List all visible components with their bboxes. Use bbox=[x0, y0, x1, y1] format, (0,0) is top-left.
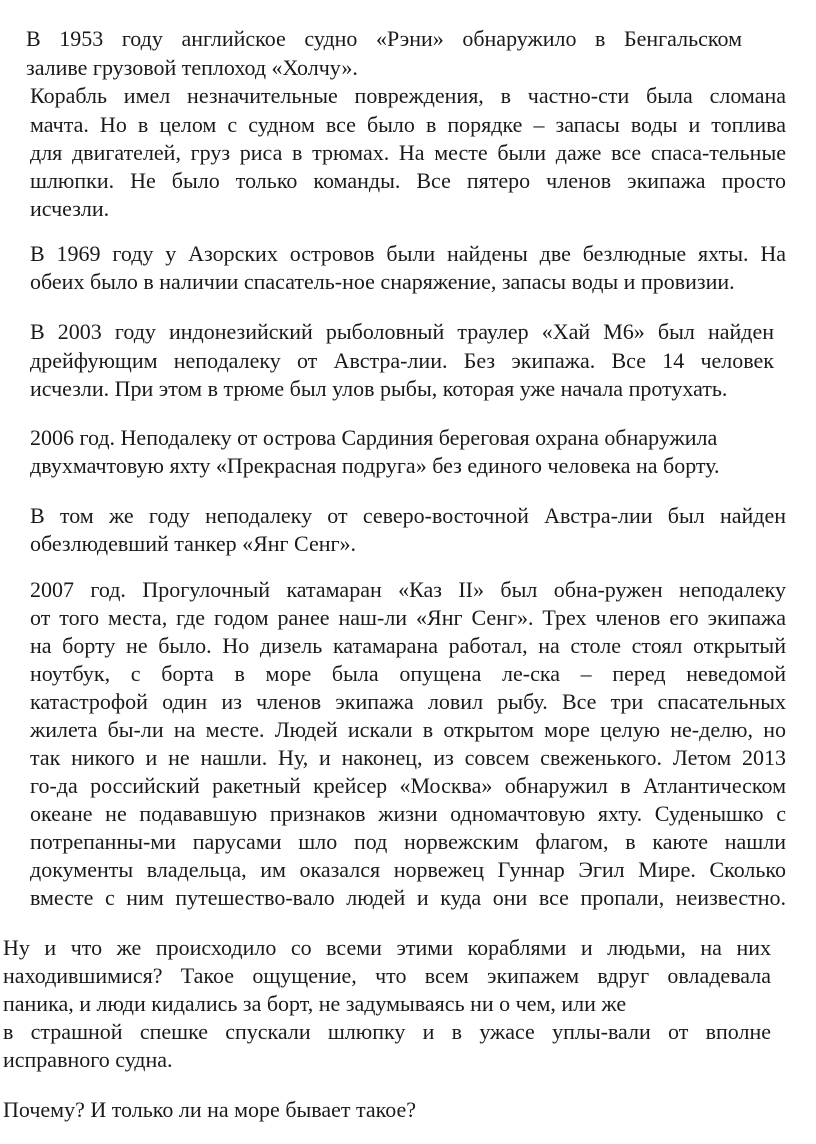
text-line: исчезли. При этом в трюме был улов рыбы, которая уже начала протухать. bbox=[30, 376, 728, 401]
text-line: шлюпки. Не было только команды. Все пятеро членов экипажа просто bbox=[30, 168, 786, 193]
text-line: для двигателей, груз риса в трюмах. На месте были даже все спаса-тельные bbox=[30, 140, 786, 165]
text-line: обезлюдевший танкер «Янг Сенг». bbox=[30, 531, 357, 556]
text-line: в страшной спешке спускали шлюпку и в ужасе уплы-вали от вполне bbox=[3, 1019, 771, 1044]
text-line: 2006 год. Неподалеку от острова Сардиния береговая охрана обнаружила bbox=[30, 425, 718, 450]
text-line: катастрофой один из членов экипажа ловил рыбу. Все три спасательных bbox=[30, 689, 786, 714]
text-line: 2007 год. Прогулочный катамаран «Каз II» был обна-ружен неподалеку bbox=[30, 577, 786, 602]
text-line: потрепанны-ми парусами шло под норвежским флагом, в каюте нашли bbox=[30, 829, 786, 854]
text-line: В 2003 году индонезийский рыболовный траулер «Хай М6» был найден bbox=[30, 319, 774, 344]
text-line: от того места, где годом ранее наш-ли «Янг Сенг». Трех членов его экипажа bbox=[30, 605, 786, 630]
text-line: находившимися? Такое ощущение, что всем экипажем вдруг овладевала bbox=[3, 963, 771, 988]
text-line: ноутбук, с борта в море была опущена ле-ска – перед неведомой bbox=[30, 661, 786, 686]
text-line: на борту не было. Но дизель катамарана работал, на столе стоял открытый bbox=[30, 633, 786, 658]
text-line: Корабль имел незначительные повреждения, в частно-сти была сломана bbox=[30, 83, 786, 108]
text-line: так никого и не нашли. Ну, и наконец, из совсем свеженького. Летом 2013 bbox=[30, 745, 786, 770]
text-line: дрейфующим неподалеку от Австра-лии. Без экипажа. Все 14 человек bbox=[30, 348, 774, 373]
text-line: вместе с ним путешество-вало людей и куда они все пропали, неизвестно. bbox=[30, 885, 786, 910]
text-line: океане не подававшую признаков жизни одномачтовую яхту. Суденышко с bbox=[30, 801, 786, 826]
text-line: Ну и что же происходило со всеми этими кораблями и людьми, на них bbox=[3, 935, 771, 960]
text-line: Почему? И только ли на море бывает такое? bbox=[3, 1097, 417, 1122]
text-line: исправного судна. bbox=[3, 1047, 173, 1072]
text-line: исчезли. bbox=[30, 196, 110, 221]
text-line: обеих было в наличии спасатель-ное снаряжение, запасы воды и провизии. bbox=[30, 269, 735, 294]
text-line: жилета бы-ли на месте. Людей искали в открытом море целую не-делю, но bbox=[30, 717, 786, 742]
text-line: го-да российский ракетный крейсер «Москва» обнаружил в Атлантическом bbox=[30, 773, 786, 798]
text-line: В том же году неподалеку от северо-восточной Австра-лии был найден bbox=[30, 503, 786, 528]
text-line: В 1953 году английское судно «Рэни» обнаружило в Бенгальском bbox=[26, 26, 742, 51]
text-line: мачта. Но в целом с судном все было в порядке – запасы воды и топлива bbox=[30, 112, 786, 137]
text-line: двухмачтовую яхту «Прекрасная подруга» без единого человека на борту. bbox=[30, 453, 720, 478]
text-line: В 1969 году у Азорских островов были найдены две безлюдные яхты. На bbox=[30, 241, 786, 266]
text-line: документы владельца, им оказался норвежец Гуннар Эгил Мире. Сколько bbox=[30, 857, 786, 882]
text-line: паника, и люди кидались за борт, не задумываясь ни о чем, или же bbox=[3, 991, 627, 1016]
text-line: заливе грузовой теплоход «Холчу». bbox=[26, 55, 358, 80]
